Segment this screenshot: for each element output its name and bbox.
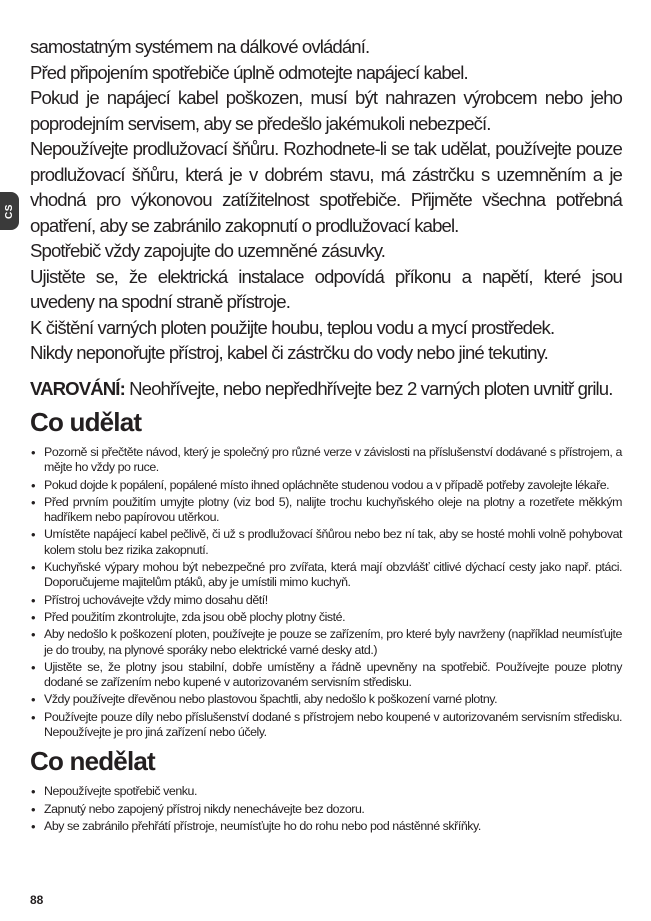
warning-text: Neohřívejte, nebo nepředhřívejte bez 2 varných ploten uvnitř grilu. [124, 377, 613, 399]
warning-label: VAROVÁNÍ: [30, 377, 125, 399]
dont-section-title: Co nedělat [30, 746, 155, 777]
intro-paragraph: Nepoužívejte prodlužovací šňůru. Rozhodnete-li se tak udělat, používejte pouze prodlužovací šňůru, která je v dobrém stavu, má zástrčku s uzemněním a je vhodná pro výkonovou zatížitelnost spotřebiče. Přijměte všechna potřebná opatření, aby se zabránilo zakopnutí o prodlužovací kabel. [30, 138, 622, 236]
list-item: • Nepoužívejte spotřebič venku. [30, 784, 622, 799]
list-item: • Zapnutý nebo zapojený přístroj nikdy nenechávejte bez dozoru. [30, 802, 622, 817]
intro-text [30, 34, 622, 366]
list-item: • Pokud dojde k popálení, popálené místo ihned opláchněte studenou vodou a v případě potřeby zavolejte lékaře. [30, 478, 622, 493]
intro-paragraph: K čištění varných ploten použijte houbu, teplou vodu a mycí prostředek. [30, 316, 555, 338]
dont-list [30, 784, 622, 834]
language-tab [0, 192, 19, 230]
intro-paragraph: Ujistěte se, že elektrická instalace odpovídá příkonu a napětí, které jsou uvedeny na spodní straně přístroje. [30, 265, 622, 312]
do-section-title: Co udělat [30, 407, 142, 437]
list-item: • Kuchyňské výpary mohou být nebezpečné pro zvířata, která mají obzvlášť citlivé dýchací cesty jako např. ptáci. Doporučujeme majitelům ptáků, aby je umístili mimo kuchyň. [30, 560, 622, 591]
do-list [30, 445, 622, 740]
list-item: • Vždy používejte dřevěnou nebo plastovou špachtli, aby nedošlo k poškození varné plotny. [30, 692, 622, 707]
warning-note [30, 376, 622, 402]
list-item: • Umístěte napájecí kabel pečlivě, či už s prodlužovací šňůrou nebo bez ní tak, aby se hosté mohli volně pohybovat kolem stolu bez rizika zakopnutí. [30, 527, 622, 558]
page-number: 88 [30, 893, 44, 907]
intro-paragraph: Před připojením spotřebiče úplně odmotejte napájecí kabel. [30, 61, 468, 83]
intro-paragraph: Spotřebič vždy zapojujte do uzemněné zásuvky. [30, 240, 386, 261]
list-item: • Aby se zabránilo přehřátí přístroje, neumísťujte ho do rohu nebo pod nástěnné skříňky. [30, 819, 622, 834]
list-item: • Přístroj uchovávejte vždy mimo dosahu dětí! [30, 593, 622, 608]
list-item: • Pozorně si přečtěte návod, který je společný pro různé verze v závislosti na příslušenství dodávané s přístrojem, a mějte ho vždy po ruce. [30, 445, 622, 476]
intro-paragraph: samostatným systémem na dálkové ovládání. [30, 36, 370, 57]
list-item: • Používejte pouze díly nebo příslušenství dodané s přístrojem nebo koupené v autorizovaném servisním středisku. Nepoužívejte je pro jiná zařízení nebo účely. [30, 710, 622, 741]
page-content [30, 34, 622, 836]
list-item: • Před prvním použitím umyjte plotny (viz bod 5), nalijte trochu kuchyňského oleje na plotny a rozetřete měkkým hadříkem nebo papírovou utěrkou. [30, 495, 622, 526]
language-tab-label: CS [4, 203, 15, 219]
list-item: • Ujistěte se, že plotny jsou stabilní, dobře umístěny a řádně upevněny na spotřebič. Používejte pouze plotny dodané se zařízením nebo kupené v autorizovaném servisním středisku. [30, 660, 622, 691]
list-item: • Před použitím zkontrolujte, zda jsou obě plochy plotny čisté. [30, 610, 622, 625]
intro-paragraph: Pokud je napájecí kabel poškozen, musí být nahrazen výrobcem nebo jeho poprodejním servisem, aby se předešlo jakémukoli nebezpečí. [30, 87, 622, 134]
intro-paragraph: Nikdy neponořujte přístroj, kabel či zástrčku do vody nebo jiné tekutiny. [30, 342, 548, 363]
list-item: • Aby nedošlo k poškození ploten, používejte je pouze se zařízením, pro které byly navrženy (například neumísťujte je do trouby, na plynové sporáky nebo elektrické varné desky atd.) [30, 627, 622, 658]
